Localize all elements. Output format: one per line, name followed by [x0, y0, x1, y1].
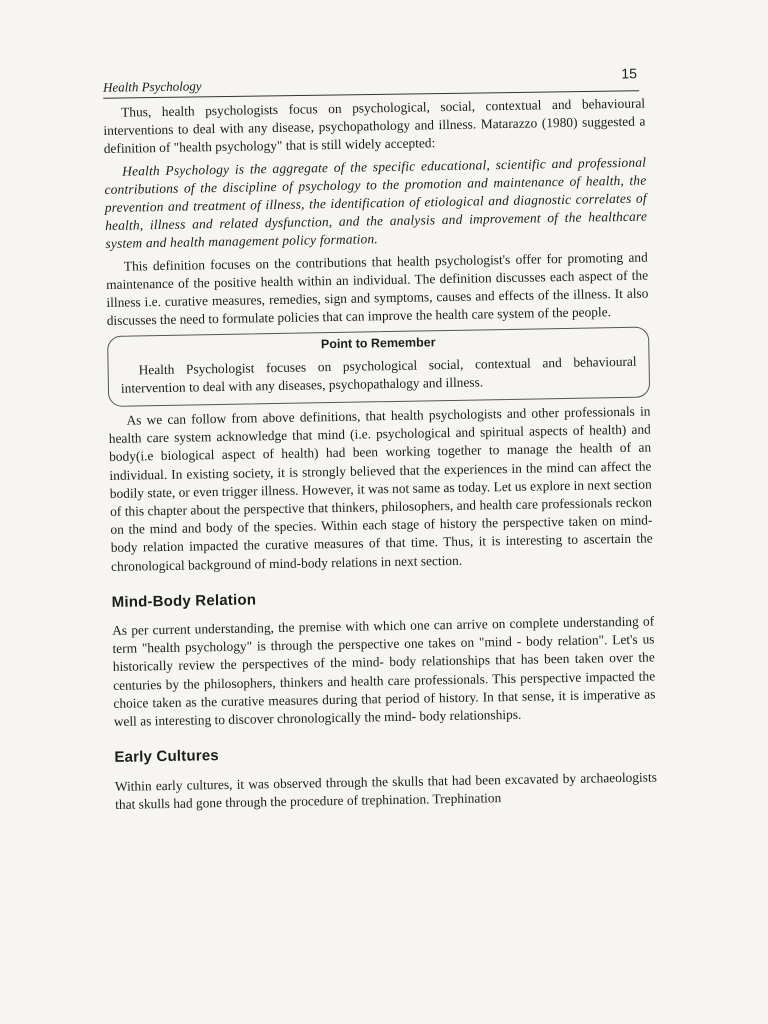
- paragraph-intro: Thus, health psychologists focus on psychological, social, contextual and behavioural interventions to deal with any disease, psychopathology and illness. Matarazzo (1980) suggested a definition of "health psychology" that is still widely accepted:: [103, 95, 646, 157]
- callout-title: Point to Remember: [320, 335, 436, 352]
- paragraph-definition-focus: This definition focuses on the contributions that health psychologist's offer for promoting and maintenance of the positive health within an individual. The definition discusses each aspect of the illness i.e. curative measures, remedies, sign and symptoms, causes and effects of the illness. It also discusses the need to formulate policies that can improve the health care system of the people.: [106, 249, 649, 329]
- paragraph-mind-body: As per current understanding, the premise with which one can arrive on complete understanding of term "health psychology" is through the perspective one takes on "mind - body relation". Let's us historically review the perspectives of the mind- body relationships that has been taken over the centuries by the philosophers, thinkers and health care professionals. This perspective impacted the choice taken as the curative measures during that period of history. In that sense, it is imperative as well as interesting to discover chronologically the mind- body relationships.: [112, 613, 656, 729]
- section-heading-early-cultures: Early Cultures: [114, 747, 220, 767]
- callout-text: Health Psychologist focuses on psychological social, contextual and behavioural intervention to deal with any diseases, psychopathalogy and illness.: [120, 353, 637, 396]
- page-body: [103, 95, 657, 818]
- paragraph-mind-body-intro: As we can follow from above definitions, that health psychologists and other professionals in health care system acknowledge that mind (i.e. psychological and spiritual aspects of health) and body(i.e biological aspect of health) had been working together to manage the health of an individual. In existing society, it is strongly believed that the experiences in the mind can affect the bodily state, or even trigger illness. However, it was not same as today. Let us explore in next section of this chapter about the perspective that thinkers, philosophers, and health care professionals reckon on the mind and body of the species. Within each stage of history the perspective taken on mind-body relation impacted the curative measures of that time. Thus, it is interesting to ascertain the chronological background of mind-body relations in next section.: [108, 403, 653, 574]
- paragraph-early-cultures: Within early cultures, it was observed through the skulls that had been excavated by archaeologists that skulls had gone through the procedure of trephination. Trephination: [114, 768, 657, 812]
- page-header: [103, 64, 639, 98]
- section-heading-mind-body: Mind-Body Relation: [111, 591, 257, 611]
- definition-quote: Health Psychology is the aggregate of the specific educational, scientific and professional contributions of the discipline of psychology to the promotion and maintenance of health, the prevention and treatment of illness, the identification of etiological and diagnostic correlates of health, illness and related dysfunction, and the analysis and improvement of the healthcare system and health management policy formation.: [104, 154, 648, 252]
- page-number: 15: [621, 65, 638, 82]
- running-title: Health Psychology: [102, 78, 202, 95]
- point-to-remember-box: [107, 327, 650, 407]
